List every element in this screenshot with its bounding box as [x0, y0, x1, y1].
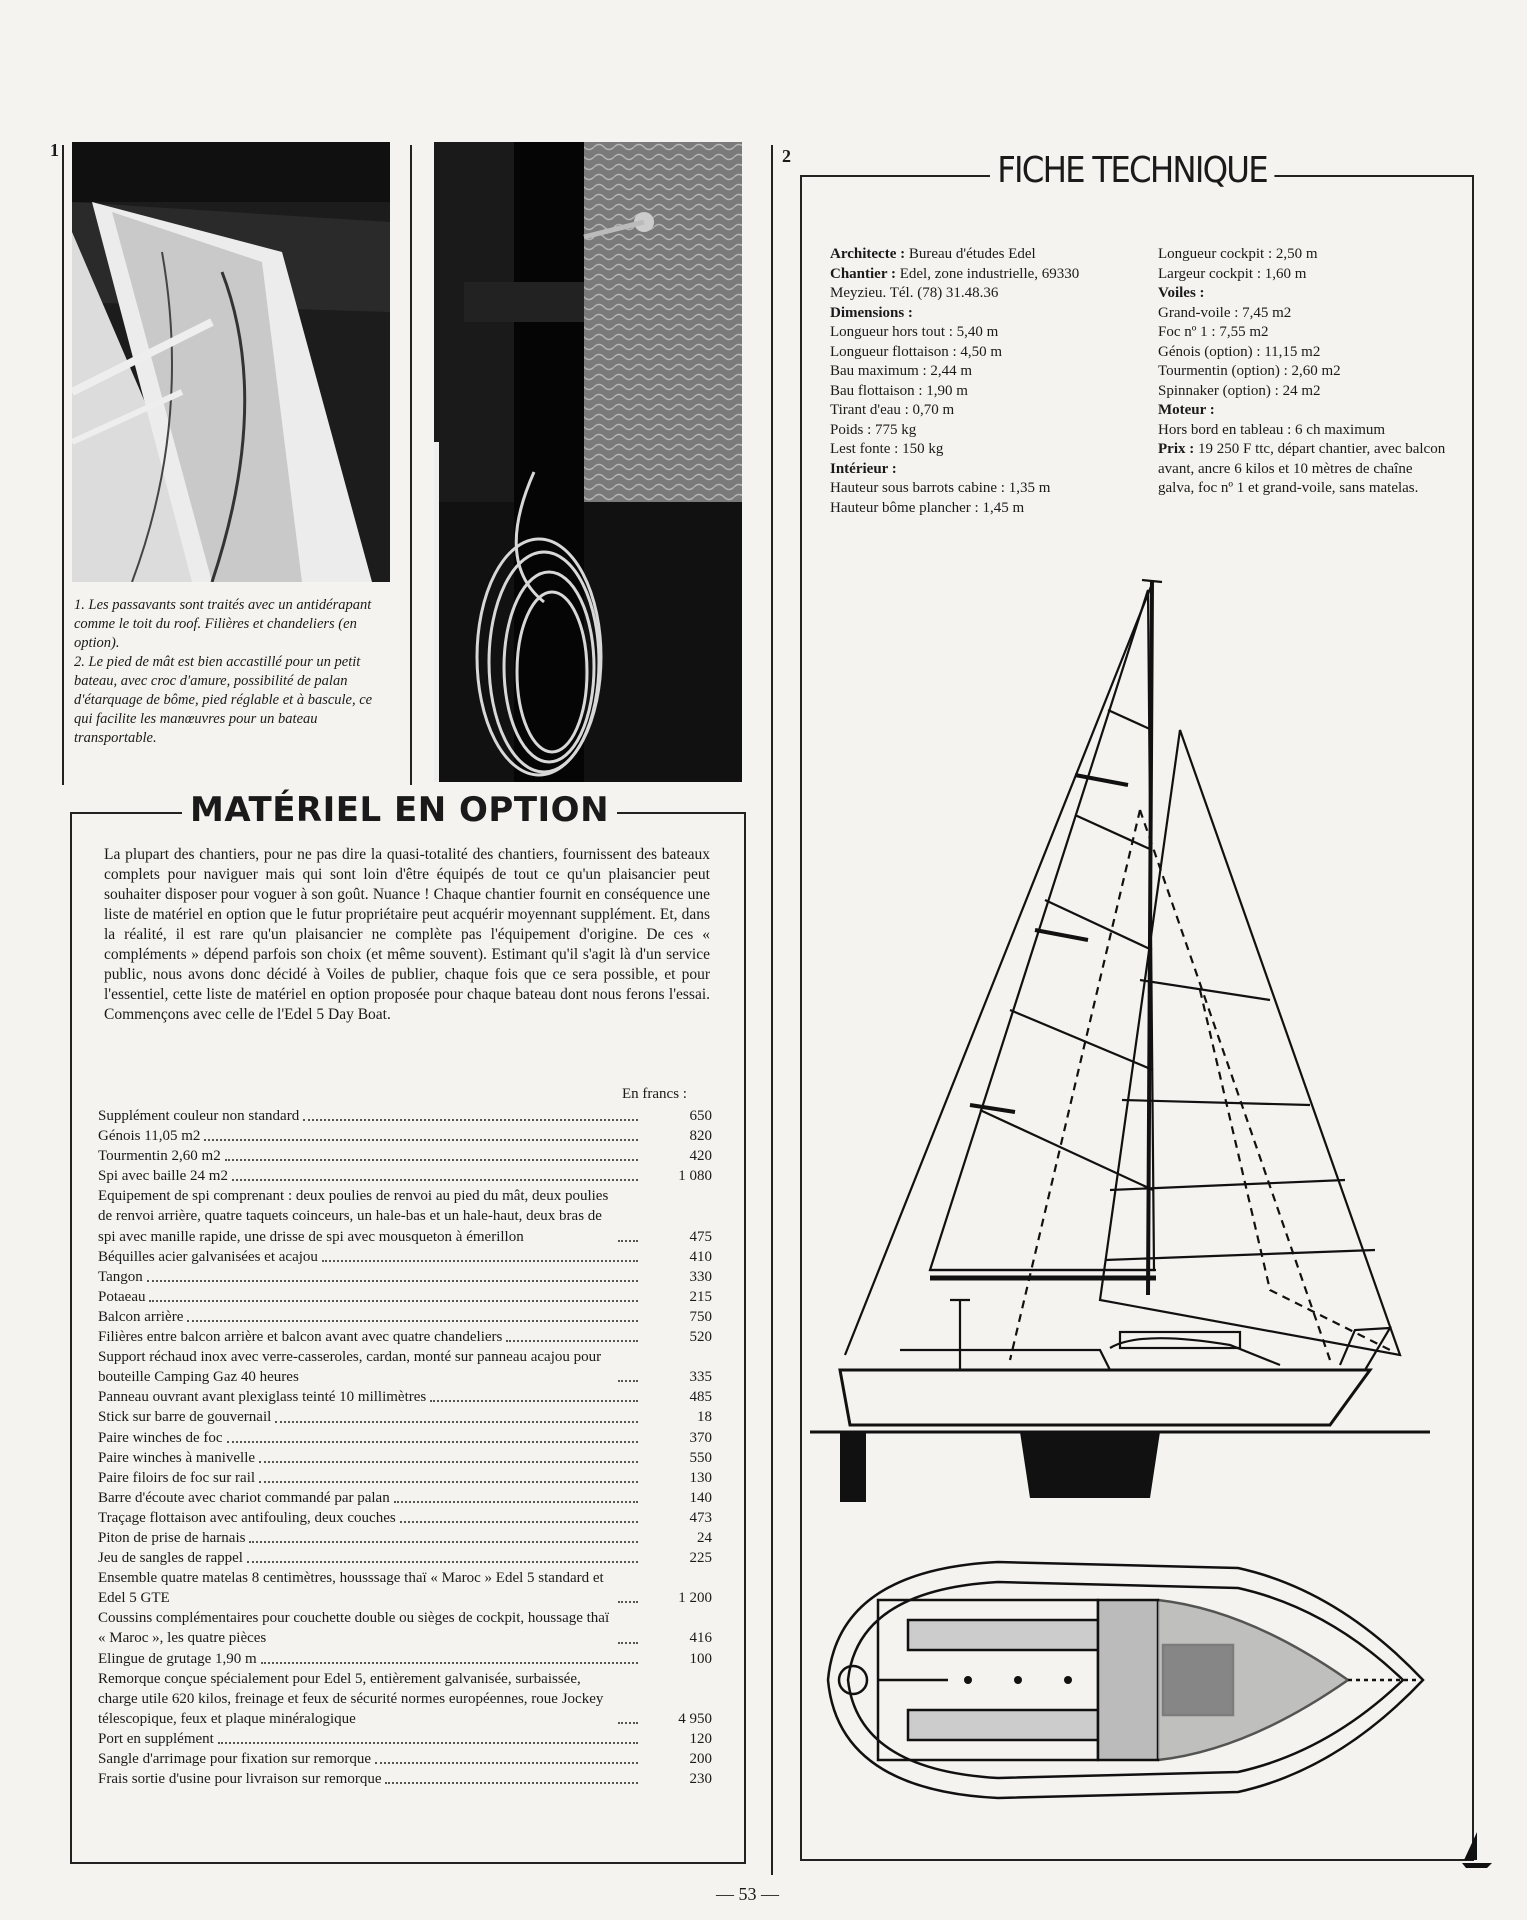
- spec-key: Moteur :: [1158, 402, 1215, 418]
- spec-line: [830, 421, 1110, 441]
- price-item-label: Elingue de grutage 1,90 m: [98, 1650, 257, 1667]
- leader-dots: [147, 1280, 638, 1282]
- leader-dots: [618, 1601, 638, 1603]
- price-row: [98, 1247, 712, 1267]
- price-item-value: 473: [689, 1509, 712, 1526]
- price-item-label: Génois 11,05 m2: [98, 1128, 201, 1145]
- spec-key: Architecte :: [830, 246, 906, 262]
- price-item-label: Tangon: [98, 1268, 143, 1285]
- caption-2: 2. Le pied de mât est bien accastillé pour un petit bateau, avec croc d'amure, possibilité de palan d'étarquage de bôme, pied réglable et à bascule, ce qui facilite les manœuvres pour un bateau transportable.: [74, 654, 373, 746]
- price-item-value: 24: [697, 1529, 712, 1546]
- price-item-label: Potaeau: [98, 1288, 146, 1305]
- leader-dots: [149, 1300, 638, 1302]
- price-row: [98, 1307, 712, 1327]
- spec-value: Longueur cockpit : 2,50 m: [1158, 246, 1318, 262]
- spec-line: [1158, 343, 1450, 363]
- leader-dots: [249, 1541, 638, 1543]
- spec-line: [830, 323, 1110, 343]
- leader-dots: [259, 1461, 638, 1463]
- price-unit-label: En francs :: [622, 1086, 687, 1102]
- photo-caption: [74, 596, 386, 748]
- spec-line: [830, 440, 1110, 460]
- materiel-intro: [104, 845, 710, 1025]
- spec-value: Génois (option) : 11,15 m2: [1158, 343, 1321, 360]
- spec-value: Lest fonte : 150 kg: [830, 441, 944, 457]
- spec-key: Chantier :: [830, 265, 896, 282]
- price-row: [98, 1327, 712, 1347]
- materiel-title: MATÉRIEL EN OPTION: [182, 790, 617, 830]
- spec-key: Voiles :: [1158, 285, 1205, 301]
- price-item-label: Béquilles acier galvanisées et acajou: [98, 1248, 318, 1265]
- spec-key: Dimensions :: [830, 304, 913, 321]
- spec-line: [830, 265, 1110, 304]
- spec-line: [1158, 265, 1450, 285]
- spec-value: Bau flottaison : 1,90 m: [830, 382, 968, 399]
- price-item-value: 370: [689, 1429, 712, 1446]
- spec-value: Grand-voile : 7,45 m2: [1158, 304, 1292, 321]
- spec-line: [1158, 362, 1450, 382]
- leader-dots: [227, 1441, 638, 1443]
- sail-deck-photo-icon: [72, 142, 390, 582]
- price-row: [98, 1347, 712, 1387]
- price-row: [98, 1387, 712, 1407]
- spec-line: [830, 304, 1110, 324]
- price-item-value: 120: [689, 1730, 712, 1747]
- spec-line: [1158, 421, 1450, 441]
- price-item-value: 100: [689, 1650, 712, 1667]
- price-row: [98, 1146, 712, 1166]
- spec-value: Hors bord en tableau : 6 ch maximum: [1158, 421, 1386, 438]
- price-item-label: Supplément couleur non standard: [98, 1108, 300, 1124]
- spec-line: [830, 401, 1110, 421]
- price-item-label: Coussins complémentaires pour couchette double ou sièges de cockpit, houssage thaï « Maroc », les quatre pièces: [98, 1610, 610, 1647]
- leader-dots: [506, 1340, 638, 1342]
- price-item-value: 1 200: [678, 1590, 712, 1607]
- price-item-label: Piton de prise de harnais: [98, 1529, 246, 1546]
- price-item-label: Balcon arrière: [98, 1308, 184, 1325]
- spec-value: Longueur hors tout : 5,40 m: [830, 324, 999, 340]
- leader-dots: [385, 1782, 638, 1784]
- price-item-value: 650: [689, 1108, 712, 1124]
- leader-dots: [247, 1561, 638, 1563]
- spec-value: Longueur flottaison : 4,50 m: [830, 343, 1003, 360]
- leader-dots: [618, 1240, 638, 1242]
- leader-dots: [303, 1119, 638, 1121]
- price-item-label: Filières entre balcon arrière et balcon avant avec quatre chandeliers: [98, 1329, 503, 1346]
- price-item-value: 18: [697, 1409, 712, 1426]
- price-item-value: 140: [689, 1489, 712, 1506]
- price-item-value: 225: [689, 1550, 712, 1567]
- spec-line: [830, 245, 1110, 265]
- spec-value: Edel, zone industrielle, 69330 Meyzieu. Tél. (78) 31.48.36: [830, 265, 1080, 301]
- leader-dots: [218, 1742, 638, 1744]
- price-item-value: 230: [689, 1771, 712, 1788]
- price-row: [98, 1488, 712, 1508]
- price-item-value: 420: [689, 1148, 712, 1165]
- sailboat-profile-drawing-icon: [810, 570, 1450, 1520]
- price-item-label: Tourmentin 2,60 m2: [98, 1148, 221, 1165]
- price-row: [98, 1126, 712, 1146]
- leader-dots: [232, 1179, 638, 1181]
- price-item-label: Sangle d'arrimage pour fixation sur remorque: [98, 1751, 372, 1767]
- price-item-value: 410: [689, 1248, 712, 1265]
- spec-line: [1158, 245, 1450, 265]
- page-number: — 53 —: [716, 1884, 779, 1904]
- spec-key: Prix :: [1158, 441, 1195, 457]
- price-item-label: Jeu de sangles de rappel: [98, 1550, 243, 1567]
- price-item-value: 416: [689, 1630, 712, 1647]
- price-item-value: 485: [689, 1389, 712, 1406]
- price-item-value: 130: [689, 1469, 712, 1486]
- spec-line: [830, 343, 1110, 363]
- caption-1: 1. Les passavants sont traités avec un antidérapant comme le toit du roof. Filières et chandeliers (en option).: [74, 597, 372, 651]
- fiche-title: FICHE TECHNIQUE: [990, 150, 1274, 191]
- price-item-label: Panneau ouvrant avant plexiglass teinté 10 millimètres: [98, 1389, 427, 1406]
- spec-line: [830, 460, 1110, 480]
- spec-value: Spinnaker (option) : 24 m2: [1158, 382, 1321, 399]
- materiel-intro-text: La plupart des chantiers, pour ne pas dire la quasi-totalité des chantiers, fournissent des bateaux complets pour naviguer mais qui sont loin d'être équipés de tout ce qu'un plaisancier peut souhaiter disposer pour voguer à son goût. Nuance ! Chaque chantier fournit en conséquence une liste de matériel en option que le futur propriétaire peut acquérir moyennant supplément. Et, dans la réalité, il est rare qu'un plaisancier ne complète pas l'équipement d'origine. De ces « compléments » dépend parfois son choix (et même souvent). Estimant qu'il s'agit là d'un service public, nous avons donc décidé à Voiles de publier, chaque fois que ce sera possible, et pour l'essentiel, cette liste de matériel en option proposée pour chaque bateau dont nous ferons l'essai. Commençons avec celle de l'Edel 5 Day Boat.: [104, 846, 710, 1023]
- price-item-value: 4 950: [678, 1710, 712, 1727]
- price-row: [98, 1769, 712, 1789]
- spec-key: Intérieur :: [830, 460, 897, 477]
- price-item-value: 335: [689, 1369, 712, 1386]
- price-item-value: 215: [689, 1288, 712, 1305]
- photo-divider-rule: [410, 145, 412, 785]
- left-outer-rule: [62, 145, 64, 785]
- price-item-value: 820: [689, 1128, 712, 1145]
- drawing-number-2: 2: [782, 146, 791, 166]
- spec-line: [1158, 440, 1450, 499]
- leader-dots: [400, 1521, 638, 1523]
- leader-dots: [225, 1159, 638, 1161]
- price-item-label: Traçage flottaison avec antifouling, deux couches: [98, 1509, 396, 1526]
- spec-value: Tourmentin (option) : 2,60 m2: [1158, 363, 1341, 379]
- price-row: [98, 1649, 712, 1669]
- spec-line: [1158, 401, 1450, 421]
- price-row: [98, 1749, 712, 1769]
- price-item-label: Port en supplément: [98, 1730, 214, 1747]
- price-row: [98, 1267, 712, 1287]
- price-row: [98, 1608, 712, 1648]
- photo-number-1: 1: [50, 140, 59, 160]
- price-item-label: Paire filoirs de foc sur rail: [98, 1469, 256, 1486]
- deck-plan-drawing-icon: [818, 1550, 1428, 1810]
- price-item-value: 520: [689, 1329, 712, 1346]
- price-item-label: Paire winches à manivelle: [98, 1449, 256, 1466]
- price-list: [98, 1106, 712, 1789]
- price-row: [98, 1669, 712, 1729]
- spec-line: [1158, 382, 1450, 402]
- price-item-value: 330: [689, 1268, 712, 1285]
- price-item-value: 1 080: [678, 1168, 712, 1185]
- price-item-label: Ensemble quatre matelas 8 centimètres, housssage thaï « Maroc » Edel 5 standard et Edel 5 GTE: [98, 1570, 604, 1607]
- price-row: [98, 1166, 712, 1186]
- price-row: [98, 1508, 712, 1528]
- spec-value: Foc nº 1 : 7,55 m2: [1158, 324, 1269, 340]
- spec-line: [1158, 284, 1450, 304]
- spec-value: Bureau d'études Edel: [908, 246, 1036, 262]
- price-row: [98, 1568, 712, 1608]
- price-item-label: Paire winches de foc: [98, 1429, 223, 1446]
- price-item-label: Barre d'écoute avec chariot commandé par palan: [98, 1489, 390, 1506]
- price-item-label: Stick sur barre de gouvernail: [98, 1409, 272, 1426]
- spec-line: [1158, 323, 1450, 343]
- leader-dots: [618, 1722, 638, 1724]
- price-row: [98, 1468, 712, 1488]
- leader-dots: [618, 1380, 638, 1382]
- price-row: [98, 1407, 712, 1427]
- spec-value: Hauteur bôme plancher : 1,45 m: [830, 499, 1025, 516]
- spec-line: [830, 362, 1110, 382]
- price-row: [98, 1287, 712, 1307]
- price-row: [98, 1106, 712, 1126]
- leader-dots: [187, 1320, 638, 1322]
- leader-dots: [375, 1762, 638, 1764]
- price-item-label: Remorque conçue spécialement pour Edel 5, entièrement galvanisée, surbaissée, charge utile 620 kilos, freinage et feux de sécurité normes européennes, roue Jockey télescopique, feux et plaque minéralogique: [98, 1670, 604, 1727]
- leader-dots: [259, 1481, 638, 1483]
- mast-foot-rope-photo-icon: [434, 142, 742, 782]
- price-item-value: 750: [689, 1308, 712, 1325]
- leader-dots: [322, 1260, 638, 1262]
- spec-value: Tirant d'eau : 0,70 m: [830, 402, 955, 418]
- price-item-value: 475: [689, 1228, 712, 1245]
- price-item-label: Frais sortie d'usine pour livraison sur remorque: [98, 1771, 382, 1788]
- spec-line: [830, 499, 1110, 519]
- price-row: [98, 1448, 712, 1468]
- spec-value: Largeur cockpit : 1,60 m: [1158, 265, 1307, 282]
- spec-column-1: [830, 245, 1110, 518]
- photo-mast-foot: [434, 142, 742, 782]
- price-item-label: Equipement de spi comprenant : deux poulies de renvoi au pied du mât, deux poulies de renvoi arrière, quatre taquets coinceurs, un hale-bas et un hale-haut, deux bras de spi avec manille rapide, une drisse de spi avec mousqueton à émerillon: [98, 1188, 609, 1245]
- price-item-label: Spi avec baille 24 m2: [98, 1168, 228, 1185]
- spec-value: 19 250 F ttc, départ chantier, avec balcon avant, ancre 6 kilos et 10 mètres de chaîne galva, foc nº 1 et grand-voile, sans matelas.: [1158, 441, 1446, 496]
- leader-dots: [275, 1421, 638, 1423]
- spec-value: Bau maximum : 2,44 m: [830, 363, 973, 379]
- price-item-value: 550: [689, 1449, 712, 1466]
- price-row: [98, 1186, 712, 1246]
- price-item-value: 200: [689, 1751, 712, 1767]
- photo-sail-deck: [72, 142, 390, 582]
- spec-column-2: [1158, 245, 1450, 499]
- leader-dots: [618, 1642, 638, 1644]
- price-row: [98, 1548, 712, 1568]
- spec-value: Hauteur sous barrots cabine : 1,35 m: [830, 480, 1051, 496]
- spec-line: [830, 382, 1110, 402]
- price-row: [98, 1428, 712, 1448]
- center-rule: [771, 145, 773, 1875]
- price-item-label: Support réchaud inox avec verre-casseroles, cardan, monté sur panneau acajou pour bouteille Camping Gaz 40 heures: [98, 1349, 602, 1386]
- price-row: [98, 1729, 712, 1749]
- spec-line: [1158, 304, 1450, 324]
- leader-dots: [430, 1400, 638, 1402]
- price-row: [98, 1528, 712, 1548]
- spec-line: [830, 479, 1110, 499]
- leader-dots: [204, 1139, 638, 1141]
- sailboat-logo-icon: [1460, 1830, 1494, 1870]
- spec-value: Poids : 775 kg: [830, 421, 917, 438]
- leader-dots: [394, 1501, 638, 1503]
- leader-dots: [261, 1662, 638, 1664]
